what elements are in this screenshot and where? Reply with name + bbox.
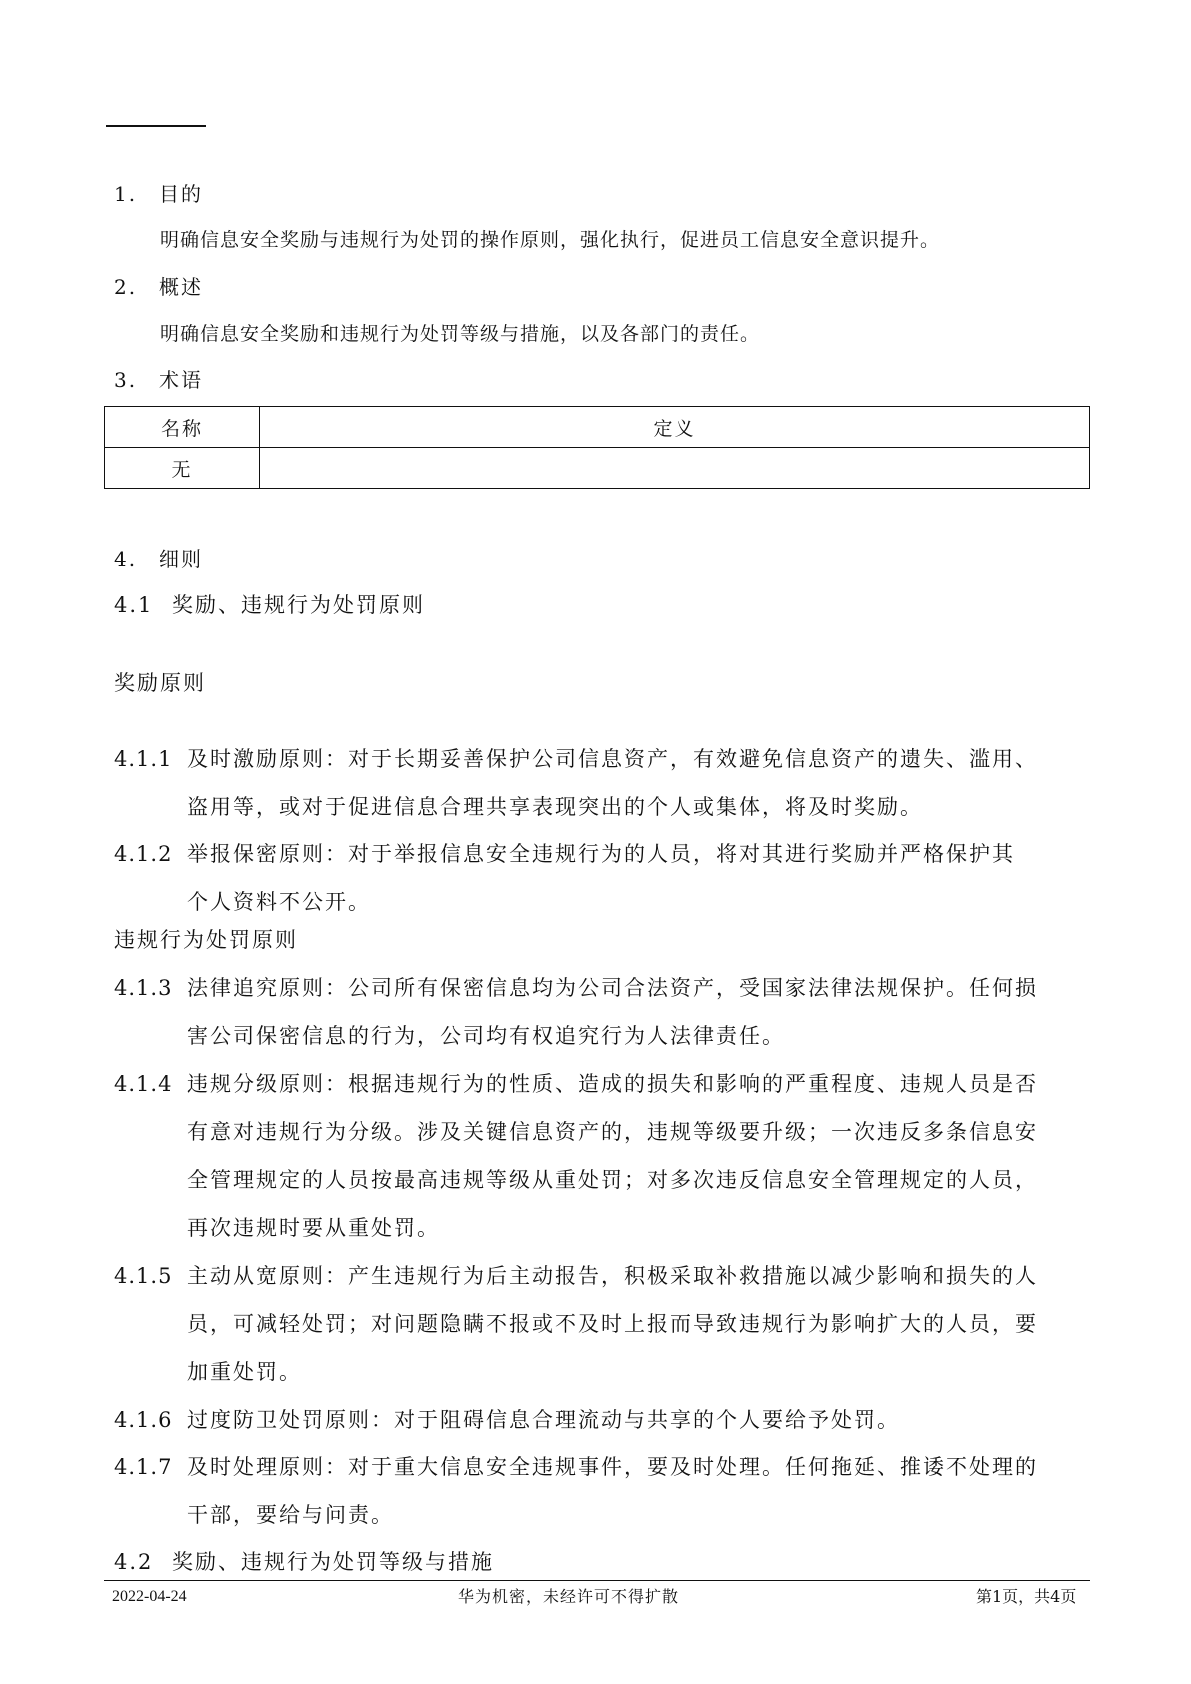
clause-text: 有意对违规行为分级。涉及关键信息资产的，违规等级要升级；一次违反多条信息安	[187, 1120, 1038, 1144]
clause-number: 4.1.3	[114, 976, 173, 1000]
column-header-name: 名称	[105, 407, 260, 448]
section-title: 目的	[159, 182, 203, 206]
clause-4-1-5	[114, 1262, 1084, 1406]
clause-text: 盗用等，或对于促进信息合理共享表现突出的个人或集体，将及时奖励。	[187, 795, 923, 819]
clause-number: 4.1.2	[114, 842, 173, 866]
clause-4-1-6	[114, 1406, 1084, 1454]
clause-text: 干部，要给与问责。	[187, 1503, 394, 1527]
clause-number: 4.1.5	[114, 1264, 173, 1288]
clause-text: 全管理规定的人员按最高违规等级从重处罚；对多次违反信息安全管理规定的人员，	[187, 1168, 1038, 1192]
clause-4-1-1	[114, 745, 1084, 841]
reward-principles-heading: 奖励原则	[114, 671, 206, 695]
clause-4-1-4	[114, 1070, 1084, 1262]
clause-text: 过度防卫处罚原则：对于阻碍信息合理流动与共享的个人要给予处罚。	[187, 1408, 900, 1432]
clause-text: 个人资料不公开。	[187, 890, 371, 914]
section-heading-terms	[114, 366, 203, 394]
column-header-definition: 定义	[260, 407, 1090, 448]
clause-4-1-3	[114, 974, 1084, 1070]
clause-text: 及时激励原则：对于长期妥善保护公司信息资产，有效避免信息资产的遗失、滥用、	[187, 747, 1038, 771]
clause-number: 4.1.7	[114, 1455, 173, 1479]
section-heading-details	[114, 545, 203, 573]
table-cell-definition	[260, 448, 1090, 489]
subsection-heading-4-1	[114, 591, 425, 619]
clause-text: 违规分级原则：根据违规行为的性质、造成的损失和影响的严重程度、违规人员是否	[187, 1072, 1038, 1096]
section-heading-purpose	[114, 180, 203, 208]
clause-number: 4.1.1	[114, 747, 173, 771]
clause-text: 再次违规时要从重处罚。	[187, 1216, 440, 1240]
clause-text: 法律追究原则：公司所有保密信息均为公司合法资产，受国家法律法规保护。任何损	[187, 976, 1038, 1000]
footer-confidential-notice: 华为机密，未经许可不得扩散	[458, 1587, 680, 1606]
section-number: 1.	[114, 182, 138, 206]
section-title: 概述	[159, 275, 203, 299]
footer-rule	[104, 1580, 1090, 1581]
section-number: 3.	[114, 368, 138, 392]
section-number: 2.	[114, 275, 138, 299]
section-number: 4.	[114, 547, 138, 571]
clause-text: 举报保密原则：对于举报信息安全违规行为的人员，将对其进行奖励并严格保护其	[187, 842, 1015, 866]
terms-table	[104, 406, 1090, 489]
subsection-title: 奖励、违规行为处罚原则	[172, 593, 425, 617]
clause-4-1-7	[114, 1453, 1084, 1549]
clause-text: 主动从宽原则：产生违规行为后主动报告，积极采取补救措施以减少影响和损失的人	[187, 1264, 1038, 1288]
footer-date: 2022-04-24	[112, 1588, 187, 1605]
section-text-overview: 明确信息安全奖励和违规行为处罚等级与措施，以及各部门的责任。	[160, 323, 761, 345]
subsection-number: 4.1	[114, 593, 154, 617]
section-title: 术语	[159, 368, 203, 392]
section-heading-overview	[114, 273, 203, 301]
table-cell-name: 无	[105, 448, 260, 489]
clause-text: 员，可减轻处罚；对问题隐瞒不报或不及时上报而导致违规行为影响扩大的人员，要	[187, 1312, 1038, 1336]
table-row	[105, 448, 1090, 489]
subsection-title: 奖励、违规行为处罚等级与措施	[172, 1550, 494, 1574]
subsection-heading-4-2	[114, 1548, 494, 1576]
subsection-number: 4.2	[114, 1550, 154, 1574]
violation-principles-heading: 违规行为处罚原则	[114, 928, 298, 952]
clause-text: 害公司保密信息的行为，公司均有权追究行为人法律责任。	[187, 1024, 785, 1048]
clause-number: 4.1.6	[114, 1408, 173, 1432]
clause-text: 加重处罚。	[187, 1360, 302, 1384]
footer-page-number: 第1页，共4页	[976, 1587, 1077, 1606]
clause-4-1-2	[114, 840, 1084, 936]
clause-number: 4.1.4	[114, 1072, 173, 1096]
section-text-purpose: 明确信息安全奖励与违规行为处罚的操作原则，强化执行，促进员工信息安全意识提升。	[160, 229, 941, 251]
clause-text: 及时处理原则：对于重大信息安全违规事件，要及时处理。任何拖延、推诿不处理的	[187, 1455, 1038, 1479]
section-title: 细则	[159, 547, 203, 571]
table-header-row	[105, 407, 1090, 448]
header-rule	[106, 125, 206, 127]
